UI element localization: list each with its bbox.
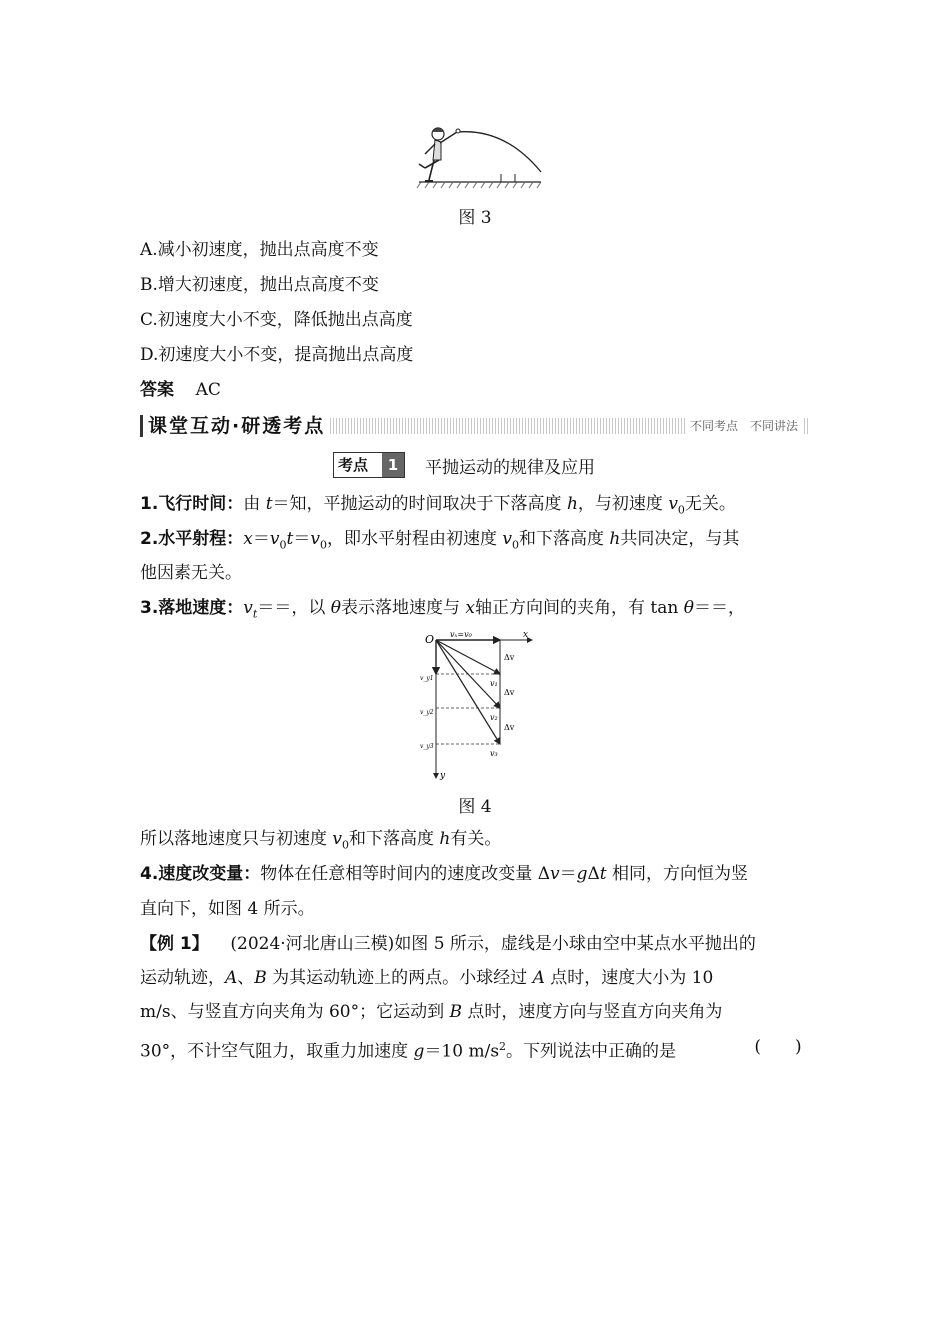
text: 无关。 xyxy=(684,494,736,514)
option-b: B.增大初速度，抛出点高度不变 xyxy=(140,275,379,295)
label-vy1: v_y1 xyxy=(420,675,434,682)
label-vx: vₓ=v₀ xyxy=(450,630,472,639)
answer-paren: ( ) xyxy=(754,1037,802,1057)
text: 相同，方向恒为竖 xyxy=(606,864,749,884)
figure-4-caption: 图 4 xyxy=(458,797,492,817)
option-d: D.初速度大小不变，提高抛出点高度 xyxy=(140,345,414,365)
var-x: x xyxy=(243,529,253,549)
label-x: x xyxy=(523,630,529,640)
point-3-head: 3.落地速度： xyxy=(140,598,244,618)
text: ，与初速度 xyxy=(577,494,669,514)
example-tag: 【例 1】 xyxy=(140,934,209,954)
label-v3: v₃ xyxy=(490,749,498,758)
text: m/s、与竖直方向夹角为 60°；它运动到 xyxy=(140,1002,450,1022)
text: Δ xyxy=(587,864,600,884)
velocity-v3 xyxy=(436,640,500,744)
text: 运动轨迹， xyxy=(140,968,225,988)
subscript: 0 xyxy=(511,538,519,552)
var-v: v xyxy=(549,864,560,884)
answer-label: 答案 xyxy=(140,380,174,400)
section-banner xyxy=(140,413,808,439)
example-1-line-2 xyxy=(140,966,713,990)
figure-3-caption: 图 3 xyxy=(458,208,492,228)
label-v2: v₂ xyxy=(490,713,498,722)
subscript: 0 xyxy=(279,538,287,552)
text: 和下落高度 xyxy=(349,829,440,849)
text: ＝10 m/s xyxy=(424,1041,500,1062)
text: 、 xyxy=(237,968,255,988)
text: 轴正方向间的夹角，有 tan xyxy=(474,598,684,618)
label-dv1: Δv xyxy=(504,653,515,662)
velocity-v1 xyxy=(436,640,500,674)
var-t: t xyxy=(599,864,607,884)
figure-4-diagram xyxy=(420,628,540,783)
var-theta: θ xyxy=(683,598,694,618)
var-v: v xyxy=(269,529,280,549)
var-g: g xyxy=(413,1041,425,1062)
kaodian-label: 考点 xyxy=(338,456,369,474)
label-dv2: Δv xyxy=(504,688,515,697)
text: ＝ xyxy=(252,529,270,549)
var-h: h xyxy=(566,494,578,514)
var-a: A xyxy=(532,968,545,988)
example-1-line-3 xyxy=(140,1000,722,1024)
example-1-line-4 xyxy=(140,1035,676,1064)
text: 为其运动轨迹上的两点。小球经过 xyxy=(266,968,533,988)
point-4-head: 4.速度改变量： xyxy=(140,864,261,884)
text: 30°，不计空气阻力，取重力加速度 xyxy=(140,1041,414,1062)
label-vy3: v_y3 xyxy=(420,743,434,750)
figure-3-illustration xyxy=(405,120,545,190)
text: ＝＝，以 xyxy=(257,598,331,618)
point-4-line-2: 直向下，如图 4 所示。 xyxy=(140,899,315,919)
text: 。下列说法中正确的是 xyxy=(506,1041,677,1062)
point-2-line-2: 他因素无关。 xyxy=(140,563,242,583)
point-4 xyxy=(140,862,748,886)
text: 由 xyxy=(243,494,266,514)
kaodian-badge xyxy=(333,452,405,478)
var-h: h xyxy=(439,829,451,849)
var-v: v xyxy=(668,494,678,514)
text: 如图 5 所示，虚线是小球由空中某点水平抛出的 xyxy=(394,934,756,954)
option-c: C.初速度大小不变，降低抛出点高度 xyxy=(140,310,413,330)
text: 和下落高度 xyxy=(518,529,610,549)
text: ＝ xyxy=(559,864,577,884)
var-x: x xyxy=(465,598,475,618)
text: 点时，速度方向与竖直方向夹角为 xyxy=(462,1002,723,1022)
label-y: y xyxy=(440,771,446,781)
point-1-head: 1.飞行时间： xyxy=(140,494,244,514)
text: ＝＝， xyxy=(693,598,745,618)
var-t: t xyxy=(265,494,273,514)
example-source: (2024·河北唐山三模) xyxy=(230,934,395,954)
point-3 xyxy=(140,596,745,626)
label-vy2: v_y2 xyxy=(420,709,434,716)
text: 表示落地速度与 xyxy=(340,598,466,618)
text: 有关。 xyxy=(450,829,502,849)
var-g: g xyxy=(576,864,588,884)
text: 点时，速度大小为 10 xyxy=(544,968,714,988)
subscript: t xyxy=(252,607,258,621)
var-b: B xyxy=(449,1002,463,1022)
label-origin: O xyxy=(425,633,435,646)
after-figure-4 xyxy=(140,827,501,857)
point-1 xyxy=(140,492,736,522)
kaodian-number: 1 xyxy=(382,453,404,477)
point-2-head: 2.水平射程： xyxy=(140,529,244,549)
label-dv3: Δv xyxy=(504,723,515,732)
text: 共同决定，与其 xyxy=(620,529,740,549)
example-1-line-1 xyxy=(140,932,756,956)
answer-line xyxy=(140,378,221,402)
text: ＝知，平抛运动的时间取决于下落高度 xyxy=(272,494,567,514)
var-h: h xyxy=(609,529,621,549)
var-v: v xyxy=(332,829,343,849)
subscript: 0 xyxy=(677,503,685,517)
label-v1: v₁ xyxy=(490,679,498,688)
kaodian-title: 平抛运动的规律及应用 xyxy=(425,458,595,478)
banner-title: 课堂互动·研透考点 xyxy=(148,415,326,437)
var-v: v xyxy=(502,529,512,549)
banner-subtitle: 不同考点 不同讲法 xyxy=(686,417,802,435)
var-v: v xyxy=(310,529,320,549)
text: 所以落地速度只与初速度 xyxy=(140,829,333,849)
subscript: 0 xyxy=(342,838,350,852)
var-t: t xyxy=(286,529,294,549)
subscript: 0 xyxy=(319,538,327,552)
superscript: 2 xyxy=(499,1040,507,1053)
var-b: B xyxy=(254,968,267,988)
text: 物体在任意相等时间内的速度改变量 Δ xyxy=(260,864,550,884)
answer-value: AC xyxy=(195,380,221,400)
banner-bar xyxy=(140,415,143,437)
var-theta: θ xyxy=(330,598,341,618)
var-a: A xyxy=(225,968,238,988)
text: ，即水平射程由初速度 xyxy=(326,529,503,549)
option-a: A.减小初速度，抛出点高度不变 xyxy=(140,240,379,260)
text: ＝ xyxy=(293,529,311,549)
point-2 xyxy=(140,527,739,557)
var-v: v xyxy=(243,598,253,618)
